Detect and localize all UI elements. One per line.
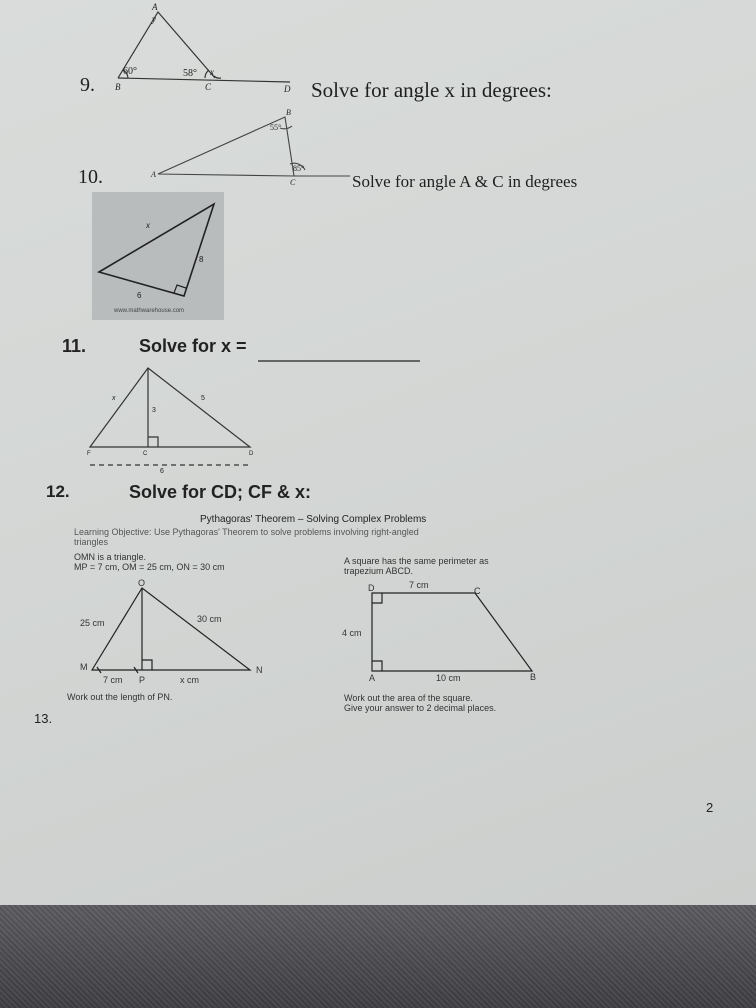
abcd-label-c: C bbox=[474, 586, 481, 596]
square-line1: A square has the same perimeter as bbox=[344, 556, 489, 566]
omn-label-pn: x cm bbox=[180, 675, 199, 685]
omn-label-n: N bbox=[256, 665, 263, 675]
q10-angle-top: 55° bbox=[270, 123, 282, 132]
abcd-label-d: D bbox=[368, 583, 375, 593]
q10-label-b: B bbox=[286, 108, 291, 117]
square-task1: Work out the area of the square. bbox=[344, 693, 473, 703]
q12-number: 12. bbox=[46, 482, 70, 501]
q12-label-d: D bbox=[249, 451, 254, 457]
q9-number: 9. bbox=[80, 74, 95, 96]
abcd-label-b: B bbox=[530, 672, 537, 682]
worksheet-title: Pythagoras' Theorem – Solving Complex Problems bbox=[200, 514, 427, 525]
square-task2: Give your answer to 2 decimal places. bbox=[344, 703, 497, 713]
page-number: 2 bbox=[706, 800, 714, 815]
q12-label-x: x bbox=[112, 395, 116, 402]
objective-label: Learning Objective: bbox=[74, 527, 152, 537]
q9-label-y: y bbox=[152, 14, 156, 24]
background-fabric bbox=[0, 905, 756, 1008]
q13-number: 13. bbox=[34, 711, 53, 726]
square-line2: trapezium ABCD. bbox=[344, 566, 414, 576]
q9-label-a: A bbox=[152, 2, 158, 12]
q10-label-c: C bbox=[290, 178, 296, 187]
q9-label-d: D bbox=[284, 84, 291, 94]
q9-angle-b: 60° bbox=[123, 66, 137, 77]
q12-label-5: 5 bbox=[201, 395, 205, 402]
q12-prompt: Solve for CD; CF & x: bbox=[129, 482, 312, 502]
omn-label-m: M bbox=[80, 662, 88, 672]
q10-label-a: A bbox=[151, 170, 156, 179]
q9-prompt: Solve for angle x in degrees: bbox=[311, 78, 552, 102]
omn-line1: OMN is a triangle. bbox=[74, 552, 147, 562]
q10-prompt: Solve for angle A & C in degrees bbox=[352, 172, 578, 191]
q12-label-3: 3 bbox=[152, 407, 156, 414]
q12-label-f: F bbox=[87, 451, 91, 457]
q11-number: 11. bbox=[62, 336, 87, 356]
q11-credit: www.mathwarehouse.com bbox=[114, 308, 185, 314]
q11-label-6: 6 bbox=[137, 291, 142, 300]
omn-line2: MP = 7 cm, OM = 25 cm, ON = 30 cm bbox=[74, 562, 225, 572]
omn-label-mp: 7 cm bbox=[103, 675, 123, 685]
q9-label-c: C bbox=[205, 82, 212, 92]
abcd-label-dc: 7 cm bbox=[409, 580, 429, 590]
omn-task: Work out the length of PN. bbox=[67, 692, 173, 702]
abcd-label-da: 4 cm bbox=[342, 628, 362, 638]
objective-text: Use Pythagoras' Theorem to solve problems involving right-angled bbox=[151, 527, 419, 537]
abcd-label-a: A bbox=[369, 673, 376, 683]
abcd-label-ab: 10 cm bbox=[436, 673, 461, 683]
objective-text-2: triangles bbox=[74, 537, 109, 547]
q11-label-x: x bbox=[146, 221, 150, 230]
q11-prompt: Solve for x = bbox=[139, 336, 247, 356]
worksheet-objective bbox=[74, 527, 419, 537]
omn-label-on: 30 cm bbox=[197, 614, 222, 624]
q9-label-x: x bbox=[210, 67, 214, 77]
q9-label-b: B bbox=[115, 82, 121, 92]
omn-label-o: O bbox=[138, 578, 146, 588]
omn-label-om: 25 cm bbox=[80, 618, 105, 628]
q11-label-8: 8 bbox=[199, 255, 204, 264]
q10-angle-right: 85° bbox=[293, 164, 305, 173]
q12-label-6: 6 bbox=[160, 468, 164, 475]
omn-label-p: P bbox=[139, 675, 146, 685]
q9-angle-c: 58° bbox=[183, 68, 197, 79]
q10-number: 10. bbox=[78, 166, 103, 188]
q12-label-c: C bbox=[143, 451, 148, 457]
